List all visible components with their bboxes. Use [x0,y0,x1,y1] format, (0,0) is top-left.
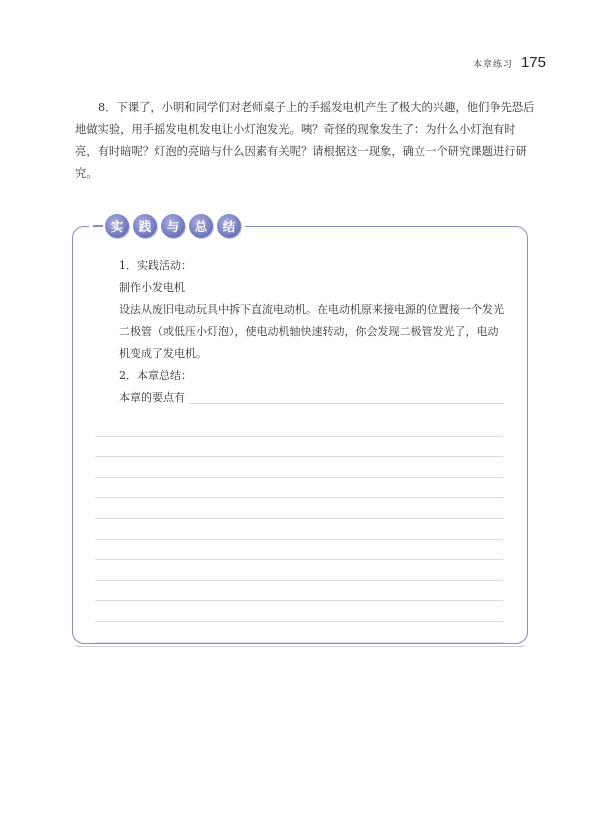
title-char-badge: 实 [105,214,129,238]
writing-line[interactable] [95,581,503,602]
writing-line[interactable] [95,622,503,643]
chapter-section-label: 本章练习 [472,60,513,70]
writing-line[interactable] [95,457,503,478]
page-header [473,54,546,71]
writing-line[interactable] [95,437,503,458]
activity-title: 制作小发电机 [119,281,185,294]
writing-line[interactable] [189,403,504,404]
title-lead-line [93,225,103,227]
title-char-badge: 与 [161,214,185,238]
activity-heading: 1．实践活动： [119,259,192,272]
summary-prompt: 本章的要点有 [119,391,185,404]
writing-line[interactable] [95,416,503,437]
page-number: 175 [520,54,546,71]
writing-lines [95,416,503,643]
writing-line[interactable] [95,498,503,519]
writing-line[interactable] [95,560,503,581]
panel-title [89,213,245,239]
writing-line[interactable] [95,519,503,540]
writing-line[interactable] [95,601,503,622]
summary-first-row [119,387,504,409]
activity-text: 设法从废旧电动玩具中拆下直流电动机。在电动机原来接电源的位置接一个发光二极管（或低压小灯泡），使电动机轴快速转动，你会发现二极管发光了，电动机变成了发电机。 [119,303,504,360]
title-char-badge: 总 [189,214,213,238]
title-char-badge: 结 [217,214,241,238]
writing-line[interactable] [95,540,503,561]
summary-heading: 2．本章总结： [119,369,192,382]
practice-summary-panel [72,219,528,644]
title-char-badge: 践 [133,214,157,238]
writing-line[interactable] [95,478,503,499]
exercise-8-text: 8．下课了，小明和同学们对老师桌子上的手摇发电机产生了极大的兴趣，他们争先恐后地做实验，用手摇发电机发电让小灯泡发光。咦？奇怪的现象发生了：为什么小灯泡有时亮，有时暗呢？灯泡的亮暗与什么因素有关呢？请根据这一现象，确立一个研究课题进行研究。 [75,101,535,180]
panel-body [119,255,504,409]
